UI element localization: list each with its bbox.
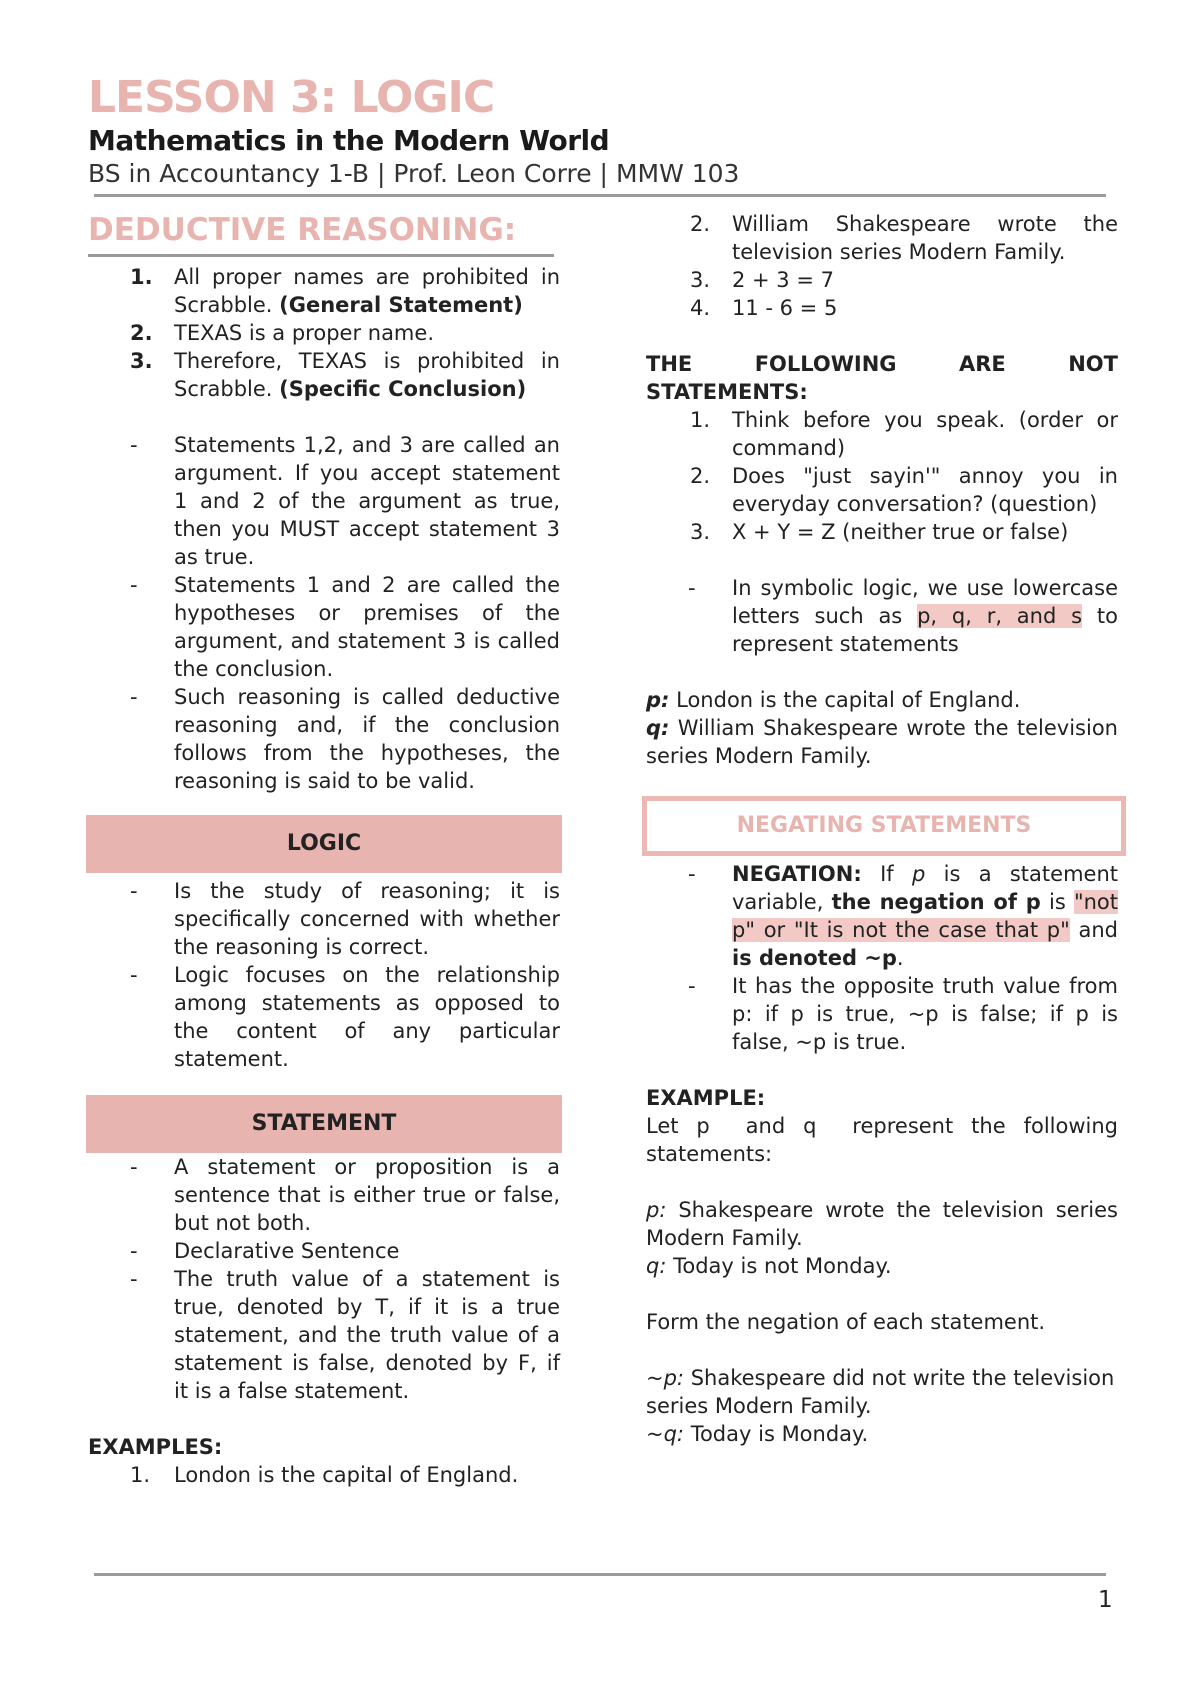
note-text: Statements 1 and 2 are called the hypotheses or premises of the argument, and statement 3 is called the conclusion. <box>174 573 560 681</box>
program-label: BS in Accountancy 1-B <box>88 159 370 188</box>
document-header <box>88 72 1108 190</box>
list-number: 2. <box>690 464 711 488</box>
list-item <box>646 518 1118 546</box>
negated-definitions <box>646 1364 1118 1448</box>
list-text: All proper names are prohibited in Scrabble. <box>174 265 560 317</box>
list-item <box>88 347 560 403</box>
list-text: TEXAS is a proper name. <box>174 321 434 345</box>
list-number: 3. <box>690 520 711 544</box>
note-text: is a statement variable, <box>732 862 1118 914</box>
definitions <box>646 686 1118 770</box>
list-number: 3. <box>690 268 711 292</box>
list-item: - Statements 1,2, and 3 are called an argument. If you accept statement 1 and 2 of the argument as true, then you MUST accept statement 3 as true. <box>130 433 560 569</box>
variable-label: q: <box>646 1254 667 1278</box>
professor-label: Prof. Leon Corre <box>393 159 592 188</box>
list-item: - Declarative Sentence <box>130 1239 400 1263</box>
meta-separator: | <box>599 159 608 188</box>
section-rule <box>88 254 554 257</box>
symbolic-note <box>646 574 1118 658</box>
list-text: William Shakespeare wrote the television series Modern Family. <box>732 212 1118 264</box>
examples-list <box>88 1461 560 1489</box>
list-item: - The truth value of a statement is true, denoted by T, if it is a true statement, and the truth value of a statement is false, denoted by F, if it is a false statement. <box>130 1267 560 1403</box>
highlighted-variables: p, q, r, and s <box>917 604 1083 628</box>
note-text: Is the study of reasoning; it is specifically concerned with whether the reasoning is correct. <box>174 879 560 959</box>
highlighted-negation: "not p" or "It is not the case that p" <box>732 890 1118 942</box>
variable-label: ~p: <box>646 1366 685 1390</box>
logic-notes <box>88 877 560 1073</box>
meta-separator: | <box>377 159 386 188</box>
note-text: Such reasoning is called deductive reasoning and, if the conclusion follows from the hypotheses, the reasoning is said to be valid. <box>174 685 560 793</box>
footer-rule <box>94 1573 1106 1576</box>
right-column <box>646 210 1125 1448</box>
examples-label: EXAMPLES: <box>88 1435 223 1459</box>
list-item: - A statement or proposition is a sentence that is either true or false, but not both. <box>130 1155 560 1235</box>
negation-phrase: the negation of p <box>831 890 1041 914</box>
list-item: - It has the opposite truth value from p: if p is true, ~p is false; if p is false, ~p is true. <box>688 974 1118 1054</box>
list-number: 1. <box>690 408 711 432</box>
variable-label: p: <box>646 1198 667 1222</box>
not-statements-list <box>646 406 1118 546</box>
definition-text: Shakespeare wrote the television series Modern Family. <box>646 1198 1118 1250</box>
example-intro: Let p and q represent the following statements: <box>646 1114 1125 1166</box>
list-item <box>646 210 1118 266</box>
list-text: Does "just sayin'" annoy you in everyday conversation? (question) <box>732 464 1118 516</box>
list-tag: (General Statement) <box>279 293 523 317</box>
left-column <box>88 210 560 1489</box>
not-statements-heading-2: STATEMENTS: <box>646 380 808 404</box>
list-item <box>88 263 560 319</box>
form-negation-instruction: Form the negation of each statement. <box>646 1310 1046 1334</box>
not-statements-heading <box>646 350 1118 378</box>
list-text: Therefore, TEXAS is prohibited in Scrabble. <box>174 349 560 401</box>
variable-label: p <box>911 862 926 886</box>
list-item: - In symbolic logic, we use lowercase letters such as p, q, r, and s to represent statements <box>688 576 1118 656</box>
course-code: MMW 103 <box>615 159 740 188</box>
list-item: - NEGATION: If p is a statement variable, the negation of p is "not p" or "It is not the case that p" and is denoted ~p. <box>688 862 1118 970</box>
note-text: If <box>880 862 894 886</box>
section-title-deductive: DEDUCTIVE REASONING: <box>88 212 517 248</box>
note-text: Statements 1,2, and 3 are called an argument. If you accept statement 1 and 2 of the argument as true, then you MUST accept statement 3 as true. <box>174 433 560 569</box>
list-number: 2. <box>130 321 153 345</box>
list-item <box>646 266 1118 294</box>
note-text: to represent statements <box>732 604 1118 656</box>
heading-word: NOT <box>1068 352 1118 376</box>
note-text: It has the opposite truth value from p: if p is true, ~p is false; if p is false, ~p is true. <box>732 974 1118 1054</box>
list-item: - Is the study of reasoning; it is specifically concerned with whether the reasoning is correct. <box>130 879 560 959</box>
list-item <box>88 319 560 347</box>
note-text: Logic focuses on the relationship among statements as opposed to the content of any particular statement. <box>174 963 560 1071</box>
logic-band: LOGIC <box>86 815 562 873</box>
definition-text: London is the capital of England. <box>676 688 1021 712</box>
list-number: 3. <box>130 349 153 373</box>
list-item <box>88 1461 560 1489</box>
definition-text: Shakespeare did not write the television series Modern Family. <box>646 1366 1115 1418</box>
definition-text: Today is not Monday. <box>673 1254 892 1278</box>
header-rule <box>94 194 1106 197</box>
list-item <box>646 406 1118 462</box>
list-number: 1. <box>130 1463 151 1487</box>
definition-text: William Shakespeare wrote the television series Modern Family. <box>646 716 1118 768</box>
list-text: 11 - 6 = 5 <box>732 296 838 320</box>
list-tag: (Specific Conclusion) <box>279 377 527 401</box>
list-item <box>646 462 1118 518</box>
note-text: is <box>1048 890 1066 914</box>
heading-word: ARE <box>958 352 1006 376</box>
deductive-notes <box>88 431 560 795</box>
heading-word: FOLLOWING <box>754 352 897 376</box>
negation-notation: is denoted ~p <box>732 946 897 970</box>
statement-notes <box>88 1153 560 1405</box>
page-number: 1 <box>1098 1587 1113 1613</box>
lesson-title: LESSON 3: LOGIC <box>88 72 495 123</box>
list-text: X + Y = Z (neither true or false) <box>732 520 1069 544</box>
heading-word: THE <box>646 352 693 376</box>
list-item: - Statements 1 and 2 are called the hypotheses or premises of the argument, and statement 3 is called the conclusion. <box>130 573 560 681</box>
subject-title: Mathematics in the Modern World <box>88 124 610 157</box>
negating-statements-box: NEGATING STATEMENTS <box>642 796 1126 856</box>
syllogism-list <box>88 263 560 403</box>
statement-band: STATEMENT <box>86 1095 562 1153</box>
note-text: The truth value of a statement is true, denoted by T, if it is a true statement, and the truth value of a statement is false, denoted by F, if it is a false statement. <box>174 1267 560 1403</box>
definition-text: Today is Monday. <box>690 1422 869 1446</box>
variable-label: p: <box>646 688 670 712</box>
variable-label: ~q: <box>646 1422 685 1446</box>
note-text: . <box>896 946 904 970</box>
list-text: London is the capital of England. <box>174 1463 519 1487</box>
negation-label: NEGATION: <box>732 862 862 886</box>
list-text: Think before you speak. (order or command) <box>732 408 1118 460</box>
list-item <box>646 294 1118 322</box>
note-text: Declarative Sentence <box>174 1239 400 1263</box>
example-label: EXAMPLE: <box>646 1086 766 1110</box>
note-text: In symbolic logic, we use lowercase letters such as <box>732 576 1118 628</box>
negation-notes <box>646 860 1118 1056</box>
list-text: 2 + 3 = 7 <box>732 268 834 292</box>
note-text: A statement or proposition is a sentence that is either true or false, but not both. <box>174 1155 560 1235</box>
list-item: - Logic focuses on the relationship among statements as opposed to the content of any particular statement. <box>130 963 560 1071</box>
list-item: - Such reasoning is called deductive reasoning and, if the conclusion follows from the hypotheses, the reasoning is said to be valid. <box>130 685 560 793</box>
list-number: 1. <box>130 265 153 289</box>
course-meta <box>88 158 1108 190</box>
list-number: 2. <box>690 212 711 236</box>
note-text: and <box>1078 918 1118 942</box>
variable-label: q: <box>646 716 670 740</box>
examples-continued <box>646 210 1118 322</box>
list-number: 4. <box>690 296 711 320</box>
example-definitions <box>646 1196 1118 1280</box>
